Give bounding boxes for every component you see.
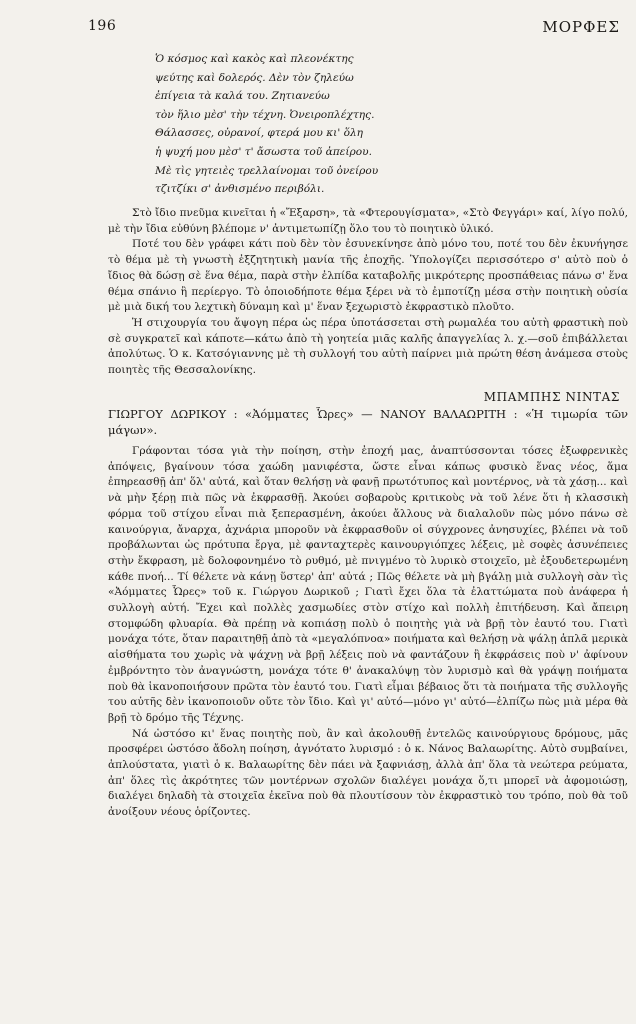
poem-line: Ὁ κόσμος καὶ κακὸς καὶ πλεονέκτης: [155, 53, 354, 65]
journal-title: ΜΟΡΦΕΣ: [542, 18, 620, 36]
poem-excerpt: [155, 50, 615, 199]
review-section: [108, 444, 628, 821]
poem-line: ψεύτης καὶ δολερός. Δὲν τὸν ζηλεύω: [155, 71, 354, 84]
review-heading: ΓΙΩΡΓΟΥ ΔΩΡΙΚΟΥ : «Ἀόμματες Ὧρες» — ΝΑΝΟΥ ΒΑΛΑΩΡΙΤΗ : «Ἡ τιμωρία τῶν μάγων».: [108, 407, 628, 437]
commentary-paragraph: Ποτέ του δὲν γράφει κάτι ποὺ δὲν τὸν ἐσυνεκίνησε ἀπὸ μόνο του, ποτέ του δὲν ἐκυνήγησε τὸ θέμα μὲ τὴ γνωστὴ ἐξζητητικὴ μανία τῆς ἐποχῆς. Ὑπολογίζει περισσότερο σ' αὐτὸ ποὺ ὁ ἴδιος θὰ δώσῃ σὲ ἕνα θέμα, παρὰ στὴν ἐλπίδα καταβολῆς μικρότερης προσπάθειας πάνω σ' ἕνα θέμα σπάνιο ἢ περίεργο. Τὸ ὁποιοδήποτε θέμα ξέρει νὰ τὸ ἐμποτίζῃ μέσα στὴν ποιητικὴ οὐσία μὲ μιὰ δική του λεχτικὴ δύναμη καὶ μ' ἕναν ξεχωριστὸ ἐκφραστικὸ πλοῦτο.: [108, 238, 628, 314]
commentary-paragraph: Ἡ στιχουργία του ἄψογη πέρα ὡς πέρα ὑποτάσσεται στὴ ρωμαλέα του αὐτὴ φραστικὴ ποὺ σὲ συγκρατεῖ καὶ κάποτε—κάτω ἀπὸ τὴ γοητεία μιᾶς καλῆς ἀπαγγελίας λ. χ.—σοῦ ἐπιβάλλεται ἀπολύτως. Ὁ κ. Κατσόγιαννης μὲ τὴ συλλογή του αὐτὴ παίρνει μιὰ πρώτη θέση ἀνάμεσα στοὺς ποιητὲς τῆς Θεσσαλονίκης.: [108, 316, 628, 377]
poem-line: τζιτζίκι σ' ἀνθισμένο περιβόλι.: [155, 183, 325, 196]
review-paragraph: Νά ὡστόσο κι' ἕνας ποιητὴς ποὺ, ἂν καὶ ἀκολουθῇ ἐντελῶς καινούργιους δρόμους, μᾶς προσφέρει ὡστόσο ἄδολη ποίηση, ἀγνότατο λυρισμό : ὁ κ. Νάνος Βαλαωρίτης. Αὐτὸ συμβαίνει, ἁπλούστατα, γιατὶ ὁ κ. Βαλαωρίτης δὲν πάει νὰ ξαφνιάσῃ, ἀλλὰ ἀπ' ὅλα τὰ νεώτερα ρεύματα, ἀπ' ὅλες τὶς ἀκρότητες τῶν μοντέρνων σχολῶν διαλέγει μονάχα ὅ,τι μπορεῖ νὰ ἀφομοιώσῃ, διαλέγει δηλαδὴ τὰ στοιχεῖα ἐκεῖνα ποὺ θὰ πλουτίσουν τὸν ἐκφραστικὸ του τρόπο, ποὺ θὰ τοῦ ἀνοίξουν νέους ὁρίζοντες.: [108, 727, 628, 819]
poem-line: Μὲ τὶς γητειὲς τρελλαίνομαι τοῦ ὀνείρου: [155, 164, 379, 177]
author-signature: ΜΠΑΜΠΗΣ ΝΙΝΤΑΣ: [483, 390, 620, 404]
poem-line: τὸν ἥλιο μὲσ' τὴν τέχνη. Ὀνειροπλέχτης.: [155, 108, 375, 121]
commentary-section: [108, 206, 628, 379]
poem-line: ἐπίγεια τὰ καλά του. Ζητιανεύω: [155, 90, 330, 103]
commentary-paragraph: Στὸ ἴδιο πνεῦμα κινεῖται ἡ «Ἔξαρση», τὰ «Φτερουγίσματα», «Στὸ Φεγγάρι» καί, λίγο πολύ, μὲ τὴν ἴδια εὐθύνη βλέπομε ν' ἀντιμετωπίζῃ ὅλο του τὸ ποιητικὸ ὑλικό.: [108, 207, 628, 235]
poem-line: ἡ ψυχή μου μὲσ' τ' ἄσωστα τοῦ ἀπείρου.: [155, 145, 372, 158]
poem-line: Θάλασσες, οὐρανοί, φτερά μου κι' ὅλη: [155, 127, 364, 140]
page-number: 196: [88, 18, 117, 34]
review-paragraph: Γράφονται τόσα γιὰ τὴν ποίηση, στὴν ἐποχή μας, ἀναπτύσσονται τόσες ἐξωφρενικὲς ἀπόψεις, βγαίνουν τόσα χαώδη μανιφέστα, ὥστε εἶναι κάπως φυσικὸ ἕνας νέος, ἅμα ἐπηρεασθῇ ἀπ' ὅλ' αὐτά, καὶ ὅταν θελήσῃ νὰ φανῇ πρωτότυπος καὶ μοντέρνος, νὰ τὰ χάσῃ... καὶ νὰ μὴν ξέρῃ πιὰ πῶς νὰ ἐκφρασθῇ. Ἀκούει σοβαροὺς κριτικοὺς νὰ τοῦ λένε ὅτι ἡ κλασσικὴ φόρμα τοῦ στίχου εἶναι πιὰ ξεπερασμένη, ἀκούει ἄλλους νὰ διαλαλοῦν πὼς μόνο πάνω σὲ καινούργια, ἄναρχα, ἀχνάρια μποροῦν νὰ ἐκφρασθοῦν οἱ σύγχρονες ἀνησυχίες, βλέπει νὰ τοῦ προβάλωνται ὡς πρότυπα ἔργα, μὲ φανταχτερὲς καινουργιόπχες λέξεις, μὲ σοφὲς ἀσυνέπειες στὴν ἔκφραση, μὲ δολοφονημένο τὸ ρυθμό, μὲ πνιγμένο τὸ λυρικὸ στοιχεῖο, μὲ ἐξουδετερωμένη κάθε πνοή... Τί θέλετε νὰ κάνῃ ὕστερ' ἀπ' αὐτά ; Πῶς θέλετε νὰ μὴ βγάλῃ μιὰ συλλογὴ σὰν τὶς «Ἀόμματες Ὧρες» τοῦ κ. Γιώργου Δωρικοῦ ; Γιατὶ ἔχει ὅλα τὰ ἐλαττώματα ποὺ ἀνάφερα ἡ συλλογὴ αὐτή. Ἔχει καὶ πολλὲς χασμωδίες στὸν στίχο καὶ πολλὴ ἐπιτήδευση. Καὶ ἄπειρη στομφώδη φλυαρία. Θὰ πρέπῃ νὰ κοπιάσῃ πολὺ ὁ ποιητὴς γιὰ νὰ βρῇ τὸν ἑαυτό του. Γιατὶ μονάχα τότε, ὅταν παραιτηθῇ ἀπὸ τὰ «μεγαλόπνοα» ποιήματα καὶ θελήσῃ νὰ ψάλῃ ἁπλᾶ μερικὰ αἰσθήματα του χωρὶς νὰ ψάχνῃ νὰ βρῇ λέξεις ποὺ νὰ φαντάζουν ἢ ἐκφράσεις ποὺ ν' ἀφίνουν ἐμβρόντητο τὸν ἀναγνώστη, μονάχα τότε θ' ἀνακαλύψῃ τὸν λυρισμὸ καὶ θὰ γράψῃ ποιήματα ποὺ θὰ ἱκανοποιήσουν πρῶτα τὸν ἑαυτό του. Γιατὶ εἶμαι βέβαιος ὅτι τὰ ποιήματα τῆς συλλογῆς του αὐτῆς δὲν ἱκανοποιοῦν οὔτε τὸν ἴδιο. Καὶ γι' αὐτό—μόνο γι' αὐτό—ἐλπίζω πὼς μιὰ μέρα θὰ βρῇ τὸ δρόμο τῆς Τέχνης.: [108, 445, 628, 724]
